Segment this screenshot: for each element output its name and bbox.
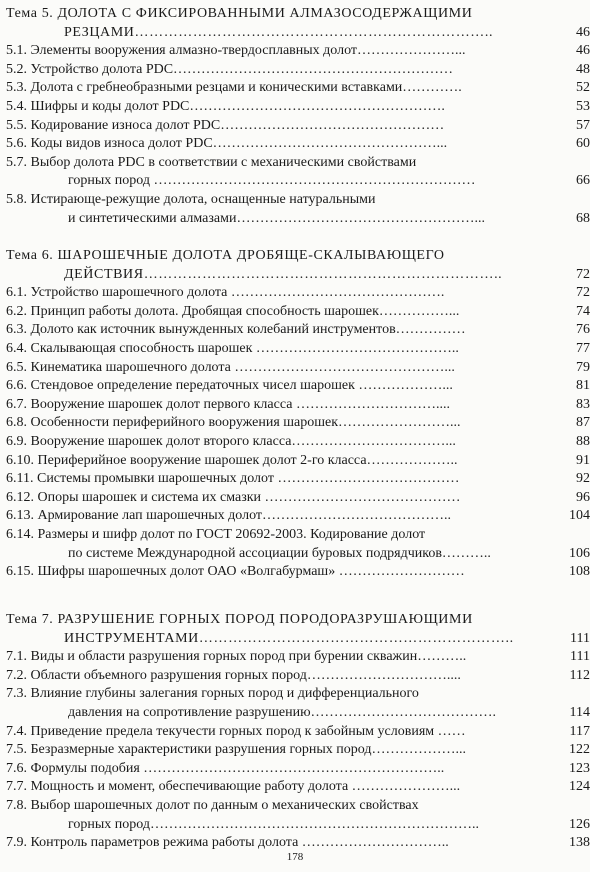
- entry-text: 7.8. Выбор шарошечных долот по данным о механических свойствах: [6, 798, 419, 813]
- section-title-continued: [0, 629, 590, 649]
- toc-entry: [0, 777, 590, 797]
- entry-text: 7.6. Формулы подобия ………………………………………………………..: [6, 760, 445, 776]
- entry-text: 5.2. Устройство долота PDC……………………………………………………: [6, 61, 454, 77]
- section-title-text: Тема 5. ДОЛОТА С ФИКСИРОВАННЫМИ АЛМАЗОСОДЕРЖАЩИМИ: [6, 6, 473, 21]
- toc-entry: [0, 544, 590, 564]
- toc-entry: [0, 796, 590, 816]
- page-ref: 114: [569, 705, 590, 720]
- page-ref: 46: [576, 24, 590, 40]
- toc-entry: [0, 703, 590, 723]
- entry-text: 6.4. Скалывающая способность шарошек ……………………………………..: [6, 341, 459, 356]
- section-title: [0, 246, 590, 266]
- page-ref: 106: [569, 545, 590, 561]
- toc-entry: [0, 320, 590, 340]
- section-title-text: РЕЗЦАМИ………………………………………………………………..: [64, 24, 494, 40]
- entry-text: 7.2. Области объемного разрушения горных пород…………………………....: [6, 667, 461, 683]
- page-ref: 81: [576, 378, 590, 394]
- entry-text: 6.3. Долото как источник вынужденных колебаний инструментов……………: [6, 322, 466, 338]
- page-ref: 83: [576, 396, 590, 412]
- entry-text: 6.13. Армирование лап шарошечных долот…………………………………..: [6, 508, 452, 524]
- entry-text: 6.10. Периферийное вооружение шарошек долот 2-го класса………………..: [6, 452, 458, 468]
- section-title-continued: [0, 265, 590, 285]
- toc-entry: [0, 525, 590, 545]
- toc-entry: [0, 413, 590, 433]
- toc-entry: [0, 97, 590, 117]
- entry-text: 6.5. Кинематика шарошечного долота ………………………………………...: [6, 359, 455, 375]
- page-ref: 112: [569, 667, 590, 683]
- entry-text: 6.9. Вооружение шарошек долот второго класса……………………………...: [6, 434, 456, 449]
- page-ref: 117: [569, 723, 590, 739]
- page-ref: 72: [576, 285, 590, 301]
- entry-text: 6.8. Особенности периферийного вооружения шарошек……………………...: [6, 415, 461, 431]
- page-ref: 79: [576, 359, 590, 375]
- page-ref: 60: [576, 136, 590, 152]
- page-ref: 108: [569, 564, 590, 580]
- toc-entry: [0, 78, 590, 98]
- entry-text: 7.4. Приведение предела текучести горных пород к забойным условиям ……: [6, 723, 466, 739]
- toc-entry: [0, 60, 590, 80]
- page-ref: 104: [569, 508, 590, 524]
- page-number: 178: [286, 851, 304, 863]
- page-ref: 52: [576, 80, 590, 96]
- section-title-text: Тема 7. РАЗРУШЕНИЕ ГОРНЫХ ПОРОД ПОРОДОРАЗРУШАЮЩИМИ: [6, 612, 473, 627]
- toc-entry: [0, 666, 590, 686]
- toc-entry: [0, 376, 590, 396]
- toc-entry: [0, 339, 590, 359]
- entry-text: 6.12. Опоры шарошек и система их смазки ……………………………………: [6, 489, 461, 505]
- page-ref: 88: [576, 434, 590, 449]
- toc-entry: [0, 469, 590, 489]
- page-ref: 53: [576, 99, 590, 114]
- section-title: [0, 4, 590, 24]
- entry-text: горных пород ……………………………………………………………: [68, 173, 476, 189]
- section-title-text: ДЕЙСТВИЯ………………………………………………………………..: [64, 266, 503, 282]
- page-ref: 74: [576, 303, 590, 319]
- page-ref: 68: [576, 210, 590, 226]
- toc-entry: [0, 684, 590, 704]
- entry-text: 5.3. Долота с гребнеобразными резцами и коническими вставками………….: [6, 80, 462, 96]
- entry-text: 5.5. Кодирование износа долот PDC…………………………………………: [6, 117, 445, 133]
- entry-text: горных пород……………………………………………………………..: [68, 816, 480, 832]
- toc-entry: [0, 153, 590, 173]
- entry-text: 5.4. Шифры и коды долот PDC……………………………………………….: [6, 99, 445, 114]
- entry-text: 7.7. Мощность и момент, обеспечивающие работу долота …………………...: [6, 779, 461, 795]
- page-ref: 91: [576, 452, 590, 468]
- entry-text: 5.6. Коды видов износа долот PDC…………………………………………...: [6, 136, 448, 152]
- toc-entry: [0, 815, 590, 835]
- toc-entry: [0, 134, 590, 154]
- toc-entry: [0, 302, 590, 322]
- entry-text: 7.1. Виды и области разрушения горных пород при бурении скважин………..: [6, 649, 467, 665]
- entry-text: 6.11. Системы промывки шарошечных долот …………………………………: [6, 471, 460, 487]
- page-ref: 111: [570, 630, 590, 646]
- section-title-continued: [0, 23, 590, 43]
- toc-entry: [0, 358, 590, 378]
- page-ref: 138: [569, 835, 590, 851]
- toc-entry: [0, 209, 590, 229]
- toc-entry: [0, 759, 590, 779]
- entry-text: 5.7. Выбор долота PDC в соответствии с механическими свойствами: [6, 154, 417, 170]
- toc-entry: [0, 116, 590, 136]
- toc-entry: [0, 395, 590, 415]
- toc-entry: [0, 562, 590, 582]
- entry-text: 7.9. Контроль параметров режима работы долота …………………………..: [6, 835, 449, 851]
- page-ref: 123: [569, 760, 590, 776]
- entry-text: 6.14. Размеры и шифр долот по ГОСТ 20692-2003. Кодирование долот: [6, 527, 426, 542]
- page-ref: 87: [576, 415, 590, 431]
- entry-text: 6.1. Устройство шарошечного долота ……………………………………….: [6, 285, 445, 301]
- page-ref: 92: [576, 471, 590, 487]
- page-ref: 76: [576, 322, 590, 338]
- entry-text: 7.3. Влияние глубины залегания горных пород и дифференциального: [6, 686, 419, 702]
- toc-entry: [0, 171, 590, 191]
- toc-entry: [0, 647, 590, 667]
- page-ref: 77: [576, 341, 590, 356]
- entry-text: 6.15. Шифры шарошечных долот ОАО «Волгабурмаш» ………………………: [6, 564, 465, 580]
- page-ref: 126: [569, 816, 590, 832]
- page-ref: 48: [576, 61, 590, 77]
- page-ref: 96: [576, 489, 590, 505]
- toc-entry: [0, 451, 590, 471]
- page-ref: 66: [576, 173, 590, 189]
- page-ref: 124: [569, 779, 590, 795]
- toc-entry: [0, 190, 590, 210]
- entry-text: 7.5. Безразмерные характеристики разрушения горных пород………………...: [6, 742, 466, 758]
- entry-text: давления на сопротивление разрушению………………………………….: [68, 705, 497, 720]
- page-ref: 122: [569, 742, 590, 758]
- toc-entry: [0, 432, 590, 452]
- page-ref: 72: [576, 266, 590, 282]
- section-title-text: Тема 6. ШАРОШЕЧНЫЕ ДОЛОТА ДРОБЯЩЕ-СКАЛЫВАЮЩЕГО: [6, 248, 445, 263]
- toc-entry: [0, 740, 590, 760]
- entry-text: 5.1. Элементы вооружения алмазно-твердосплавных долот…………………...: [6, 43, 466, 59]
- entry-text: 5.8. Истирающе-режущие долота, оснащенные натуральными: [6, 192, 376, 207]
- page-ref: 46: [576, 43, 590, 59]
- entry-text: по системе Международной ассоциации буровых подрядчиков………..: [68, 545, 491, 561]
- page-ref: 111: [570, 649, 590, 665]
- entry-text: 6.2. Принцип работы долота. Дробящая способность шарошек……………...: [6, 303, 460, 319]
- entry-text: 6.7. Вооружение шарошек долот первого класса …………………………....: [6, 396, 450, 412]
- entry-text: и синтетическими алмазами……………………………………………...: [68, 210, 485, 226]
- section-title: [0, 610, 590, 630]
- toc-entry: [0, 506, 590, 526]
- toc-entry: [0, 722, 590, 742]
- section-title-text: ИНСТРУМЕНТАМИ………………………………………………………..: [64, 630, 514, 646]
- entry-text: 6.6. Стендовое определение передаточных чисел шарошек ………………...: [6, 378, 453, 394]
- toc-entry: [0, 488, 590, 508]
- page-ref: 57: [576, 117, 590, 133]
- toc-entry: [0, 283, 590, 303]
- toc-entry: [0, 41, 590, 61]
